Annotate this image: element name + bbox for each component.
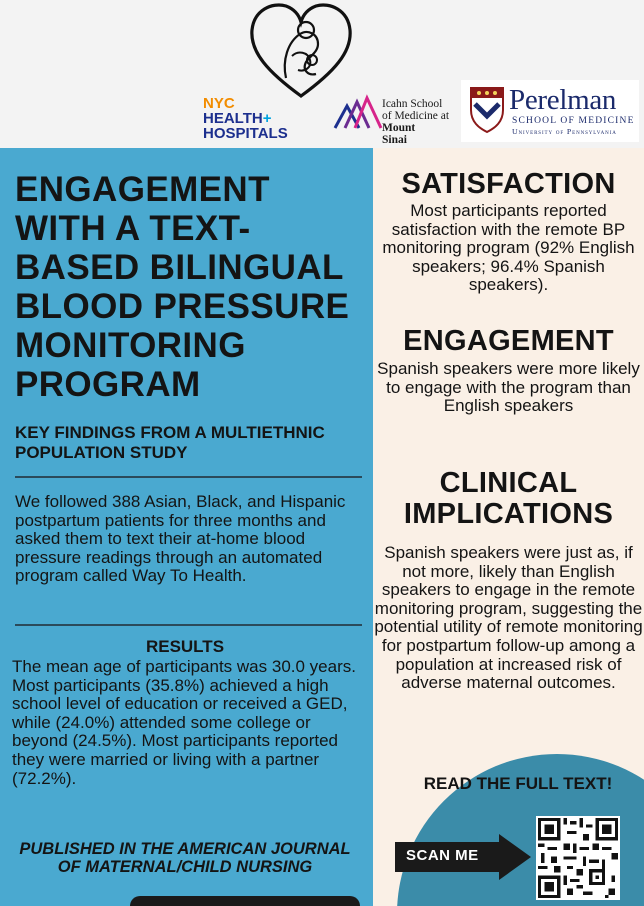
- satisfaction-body: Most participants reported satisfaction with the remote BP monitoring program (92% English speakers; 96.4% Spanish speakers).: [382, 201, 635, 295]
- study-intro: We followed 388 Asian, Black, and Hispanic postpartum patients for three months and asked them to text their at-home blood pressure readings through an automated program called Way To Health.: [15, 492, 346, 586]
- results-heading: RESULTS: [145, 637, 225, 656]
- engagement-body: Spanish speakers were more likely to engage with the program than English speakers: [377, 359, 640, 416]
- bottom-edge-shape: [130, 896, 360, 906]
- results-body: The mean age of participants was 30.0 years. Most participants (35.8%) achieved a high school level of education or received a GED, while (24.0%) attended some college or beyond (24.5%). Most participants reported they were married or living with a partner (72.2%).: [12, 657, 356, 788]
- penn-shield-icon: [469, 86, 505, 134]
- right-panel: [373, 148, 644, 906]
- published-note: PUBLISHED IN THE AMERICAN JOURNAL OF MATERNAL/CHILD NURSING: [19, 840, 351, 876]
- perelman-school-logo: Perelman SCHOOL OF MEDICINE University of Pennsylvania: [461, 80, 639, 142]
- mount-sinai-mark-icon: [333, 94, 383, 130]
- heart-mother-child-icon: [248, 0, 354, 100]
- divider: [15, 624, 362, 626]
- satisfaction-heading: SATISFACTION: [401, 168, 616, 200]
- qr-code-icon[interactable]: [536, 816, 620, 900]
- divider: [15, 476, 362, 478]
- clinical-implications-heading: CLINICAL IMPLICATIONS: [403, 467, 614, 530]
- nyc-health-hospitals-logo: NYC HEALTH+ HOSPITALS: [203, 95, 288, 142]
- engagement-heading: ENGAGEMENT: [403, 325, 614, 357]
- poster-subtitle: KEY FINDINGS FROM A MULTIETHNIC POPULATION STUDY: [15, 423, 325, 462]
- read-full-text-label: READ THE FULL TEXT!: [423, 774, 613, 793]
- clinical-implications-body: Spanish speakers were just as, if not more, likely than English speakers to engage in the remote monitoring program, suggesting the potential utility of remote monitoring for postpartum follow-up among a population at increased risk of adverse maternal outcomes.: [374, 543, 643, 693]
- scan-me-label: SCAN ME: [406, 847, 479, 864]
- poster-title: ENGAGEMENT WITH A TEXT-BASED BILINGUAL BLOOD PRESSURE MONITORING PROGRAM: [15, 170, 350, 404]
- icahn-school-logo-text: Icahn School of Medicine at Mount Sinai: [382, 98, 450, 146]
- header-logos: [0, 0, 644, 148]
- left-panel: [0, 148, 373, 906]
